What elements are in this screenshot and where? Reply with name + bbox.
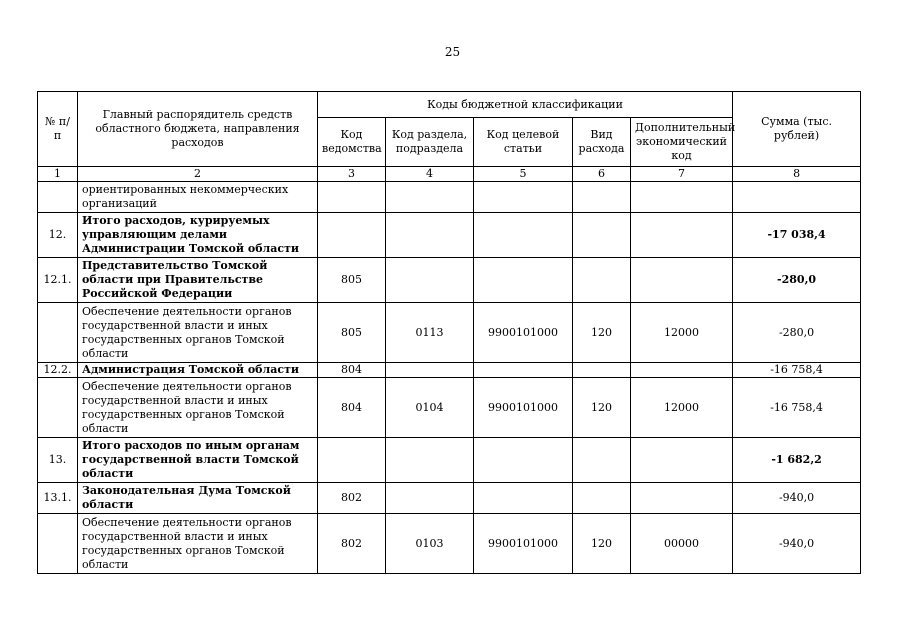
column-number-row [38, 167, 861, 182]
table-row [38, 182, 861, 213]
column-number: 3 [318, 167, 386, 182]
header-dop: Дополнительный экономический код [631, 118, 733, 167]
cell-name: Обеспечение деятельности органов государственной власти и иных государственных органов Томской области [78, 514, 318, 574]
cell-razdel: 0103 [386, 514, 474, 574]
cell-name: Обеспечение деятельности органов государственной власти и иных государственных органов Томской области [78, 378, 318, 438]
cell-razdel [386, 182, 474, 213]
cell-name: Администрация Томской области [78, 363, 318, 378]
cell-ved: 802 [318, 483, 386, 514]
page-number: 25 [444, 45, 461, 59]
cell-sum: -280,0 [733, 303, 861, 363]
cell-num [38, 303, 78, 363]
table-row [38, 514, 861, 574]
cell-ved [318, 182, 386, 213]
cell-razdel [386, 483, 474, 514]
cell-cel: 9900101000 [474, 514, 573, 574]
cell-cel [474, 483, 573, 514]
cell-ved: 805 [318, 258, 386, 303]
cell-sum: -17 038,4 [733, 213, 861, 258]
table-row [38, 438, 861, 483]
header-razdel: Код раздела, подраздела [386, 118, 474, 167]
cell-vid: 120 [573, 514, 631, 574]
cell-num: 12.2. [38, 363, 78, 378]
cell-name: ориентированных некоммерческих организаций [78, 182, 318, 213]
cell-num: 12.1. [38, 258, 78, 303]
table-row [38, 303, 861, 363]
cell-name: Представительство Томской области при Правительстве Российской Федерации [78, 258, 318, 303]
cell-sum: -16 758,4 [733, 363, 861, 378]
cell-dop [631, 438, 733, 483]
header-cel: Код целевой статьи [474, 118, 573, 167]
cell-vid: 120 [573, 303, 631, 363]
cell-vid [573, 363, 631, 378]
column-number: 7 [631, 167, 733, 182]
header-vid: Вид расхода [573, 118, 631, 167]
header-sum: Сумма (тыс. рублей) [733, 92, 861, 167]
cell-cel [474, 182, 573, 213]
cell-razdel [386, 438, 474, 483]
column-number: 6 [573, 167, 631, 182]
cell-cel [474, 213, 573, 258]
cell-sum: -940,0 [733, 514, 861, 574]
cell-razdel [386, 258, 474, 303]
cell-dop: 00000 [631, 514, 733, 574]
table-row [38, 483, 861, 514]
cell-vid [573, 182, 631, 213]
cell-razdel [386, 213, 474, 258]
table-row [38, 363, 861, 378]
cell-vid [573, 213, 631, 258]
cell-vid: 120 [573, 378, 631, 438]
cell-vid [573, 258, 631, 303]
cell-name: Законодательная Дума Томской области [78, 483, 318, 514]
header-name: Главный распорядитель средств областного бюджета, направления расходов [78, 92, 318, 167]
cell-num [38, 378, 78, 438]
table-row [38, 378, 861, 438]
cell-dop [631, 213, 733, 258]
table-row [38, 258, 861, 303]
budget-table [37, 91, 861, 574]
cell-name: Обеспечение деятельности органов государственной власти и иных государственных органов Томской области [78, 303, 318, 363]
cell-ved: 802 [318, 514, 386, 574]
cell-razdel [386, 363, 474, 378]
cell-ved [318, 213, 386, 258]
column-number: 2 [78, 167, 318, 182]
cell-dop [631, 483, 733, 514]
column-number: 1 [38, 167, 78, 182]
cell-cel [474, 363, 573, 378]
cell-num: 12. [38, 213, 78, 258]
cell-ved [318, 438, 386, 483]
cell-cel [474, 438, 573, 483]
cell-cel [474, 258, 573, 303]
cell-num: 13. [38, 438, 78, 483]
cell-ved: 804 [318, 378, 386, 438]
cell-sum: -280,0 [733, 258, 861, 303]
cell-razdel: 0104 [386, 378, 474, 438]
cell-vid [573, 438, 631, 483]
column-number: 5 [474, 167, 573, 182]
cell-num [38, 514, 78, 574]
column-number: 8 [733, 167, 861, 182]
cell-dop: 12000 [631, 303, 733, 363]
cell-num [38, 182, 78, 213]
cell-cel: 9900101000 [474, 303, 573, 363]
cell-dop [631, 182, 733, 213]
cell-name: Итого расходов по иным органам государственной власти Томской области [78, 438, 318, 483]
cell-razdel: 0113 [386, 303, 474, 363]
cell-ved: 805 [318, 303, 386, 363]
cell-ved: 804 [318, 363, 386, 378]
cell-vid [573, 483, 631, 514]
cell-dop [631, 258, 733, 303]
header-num: № п/п [38, 92, 78, 167]
column-number: 4 [386, 167, 474, 182]
header-ved: Код ведомства [318, 118, 386, 167]
cell-cel: 9900101000 [474, 378, 573, 438]
header-codes-group: Коды бюджетной классификации [318, 92, 733, 118]
cell-sum: -1 682,2 [733, 438, 861, 483]
cell-sum [733, 182, 861, 213]
cell-dop [631, 363, 733, 378]
cell-name: Итого расходов, курируемых управляющим делами Администрации Томской области [78, 213, 318, 258]
cell-num: 13.1. [38, 483, 78, 514]
table-row [38, 213, 861, 258]
cell-sum: -940,0 [733, 483, 861, 514]
cell-dop: 12000 [631, 378, 733, 438]
cell-sum: -16 758,4 [733, 378, 861, 438]
